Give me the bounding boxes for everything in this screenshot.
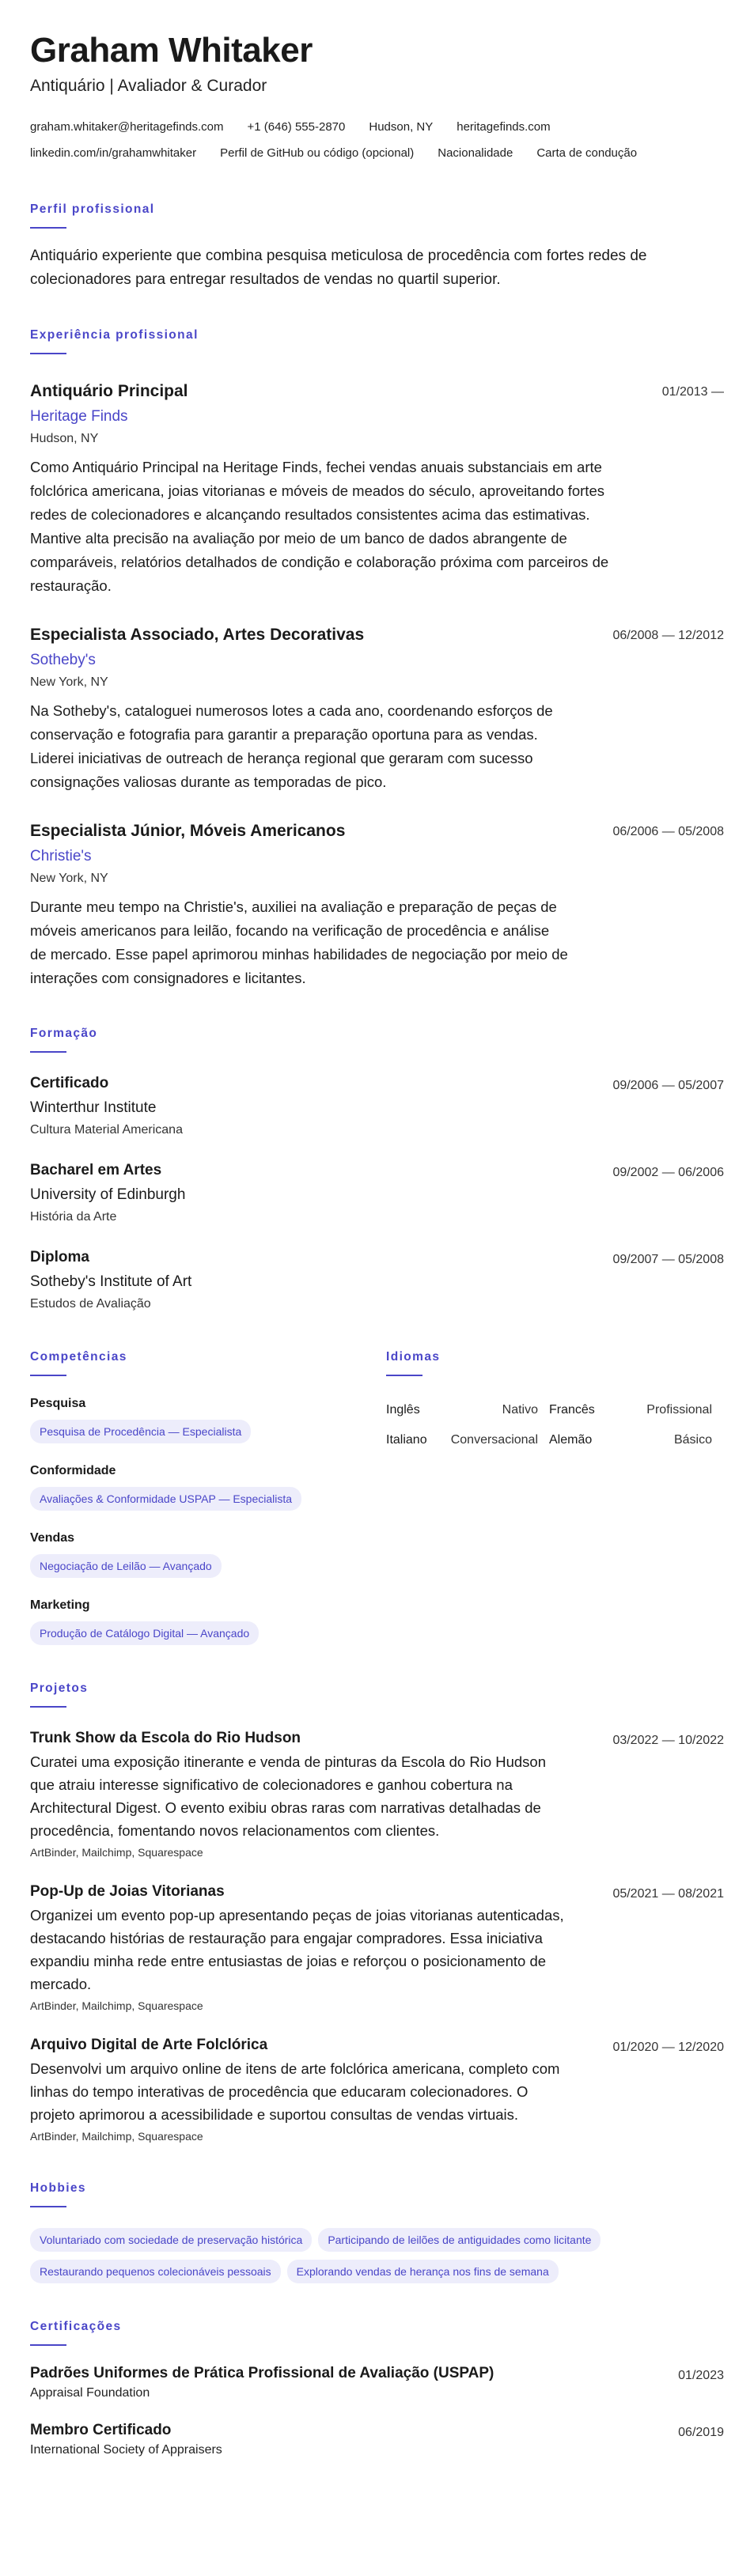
language-level: Conversacional [450, 1433, 538, 1447]
education-dates: 09/2007 — 05/2008 [612, 1253, 724, 1266]
project-name: Pop-Up de Joias Vitorianas [30, 1883, 225, 1900]
education-school: Winterthur Institute [30, 1099, 157, 1116]
section-title-projects: Projetos [30, 1681, 89, 1695]
experience-section [30, 328, 724, 990]
project-item [30, 1728, 724, 1861]
resume-header [30, 30, 724, 166]
skill-pill: Avaliações & Conformidade USPAP — Especialista [30, 1487, 301, 1511]
job-dates: 06/2006 — 05/2008 [612, 825, 724, 838]
hobbies-section [30, 2181, 724, 2283]
contact-license: Carta de condução [536, 146, 638, 160]
certification-item [30, 2363, 724, 2403]
skill-group [30, 1462, 386, 1511]
skills-section [30, 1314, 386, 1645]
language-level: Nativo [502, 1403, 538, 1417]
section-divider [30, 1375, 66, 1376]
language-name: Francês [549, 1403, 595, 1417]
certification-date: 06/2019 [678, 2426, 724, 2439]
skill-pill: Produção de Catálogo Digital — Avançado [30, 1621, 259, 1645]
certification-name: Padrões Uniformes de Prática Profissional de Avaliação (USPAP) [30, 2365, 494, 2381]
certification-name: Membro Certificado [30, 2422, 172, 2438]
section-divider [386, 1375, 422, 1376]
language-grid [386, 1395, 712, 1455]
section-divider [30, 2344, 66, 2346]
job-location: Hudson, NY [30, 432, 99, 445]
language-level: Básico [673, 1433, 712, 1447]
section-title-certifications: Certificações [30, 2320, 122, 2333]
skill-category: Pesquisa [30, 1397, 86, 1410]
project-dates: 05/2021 — 08/2021 [612, 1887, 724, 1901]
summary-text: Antiquário experiente que combina pesquisa meticulosa de procedência com fortes redes de colecionadores para entregar resultados de vendas no quartil superior. [30, 248, 647, 288]
skill-pill: Negociação de Leilão — Avançado [30, 1554, 222, 1578]
education-degree: Certificado [30, 1075, 109, 1091]
project-dates: 03/2022 — 10/2022 [612, 1734, 724, 1747]
language-item [386, 1395, 549, 1425]
contact-linkedin[interactable]: linkedin.com/in/grahamwhitaker [30, 146, 197, 160]
education-item [30, 1073, 724, 1140]
job-company: Sotheby's [30, 652, 96, 668]
section-title-skills: Competências [30, 1350, 127, 1364]
candidate-headline: Antiquário | Avaliador & Curador [30, 77, 267, 95]
language-item [386, 1425, 549, 1455]
section-divider [30, 1051, 66, 1053]
job-location: New York, NY [30, 872, 108, 885]
job-location: New York, NY [30, 675, 108, 689]
project-tech: ArtBinder, Mailchimp, Squarespace [30, 1999, 203, 2012]
skill-pill: Pesquisa de Procedência — Especialista [30, 1420, 251, 1443]
education-field: História da Arte [30, 1210, 117, 1224]
section-divider [30, 227, 66, 229]
job-company: Heritage Finds [30, 408, 128, 425]
education-item [30, 1160, 724, 1227]
section-title-experience: Experiência profissional [30, 328, 199, 342]
language-name: Inglês [386, 1403, 420, 1417]
projects-section [30, 1681, 724, 2145]
skill-category: Vendas [30, 1531, 75, 1545]
project-item [30, 1882, 724, 2014]
section-title-education: Formação [30, 1027, 98, 1040]
project-description: Organizei um evento pop-up apresentando peças de joias vitorianas autenticadas, destacando histórias de restauração para engajar compradores. Essa iniciativa expandiu minha rede entre entusiastas de joias e reforçou o posicionamento de mercado. [30, 1907, 564, 1992]
skill-category: Conformidade [30, 1464, 116, 1477]
contact-nationality: Nacionalidade [438, 146, 513, 160]
project-tech: ArtBinder, Mailchimp, Squarespace [30, 2130, 203, 2143]
skill-group [30, 1395, 386, 1443]
section-divider [30, 1706, 66, 1708]
education-dates: 09/2002 — 06/2006 [612, 1166, 724, 1179]
contact-github[interactable]: Perfil de GitHub ou código (opcional) [220, 146, 415, 160]
skill-group [30, 1530, 386, 1578]
section-title-languages: Idiomas [386, 1350, 441, 1364]
job-description: Durante meu tempo na Christie's, auxiliei na avaliação e preparação de peças de móveis americanos para leilão, focando na verificação de procedência e análise de mercado. Esse papel aprimorou minhas habilidades de negociação por meio de interações com consignadores e licitantes. [30, 898, 568, 986]
skills-languages-row [30, 1314, 724, 1645]
certification-issuer: International Society of Appraisers [30, 2443, 222, 2457]
job-title: Especialista Júnior, Móveis Americanos [30, 822, 346, 840]
project-item [30, 2035, 724, 2145]
contact-email[interactable]: graham.whitaker@heritagefinds.com [30, 120, 224, 134]
education-field: Cultura Material Americana [30, 1123, 183, 1137]
languages-section [386, 1314, 712, 1645]
hobby-pill: Participando de leilões de antiguidades como licitante [318, 2228, 601, 2252]
section-title-hobbies: Hobbies [30, 2181, 86, 2195]
contact-phone[interactable]: +1 (646) 555-2870 [247, 120, 346, 134]
candidate-name: Graham Whitaker [30, 31, 313, 70]
hobby-pill: Restaurando pequenos colecionáveis pessoais [30, 2260, 281, 2283]
education-item [30, 1247, 724, 1314]
hobby-pill: Voluntariado com sociedade de preservação histórica [30, 2228, 312, 2252]
certifications-section [30, 2320, 724, 2460]
language-name: Italiano [386, 1433, 427, 1447]
contact-website[interactable]: heritagefinds.com [457, 120, 551, 134]
section-divider [30, 353, 66, 354]
job-description: Como Antiquário Principal na Heritage Finds, fechei vendas anuais substanciais em arte folclórica americana, joias vitorianas e móveis de meados do século, aproveitando fortes redes de colecionadores e alcançando resultados consistentes acima das estimativas. Mantive alta precisão na avaliação por meio de um banco de dados abrangente de comparáveis, relatórios detalhados de condição e colaboração próxima com parceiros de restauração. [30, 459, 609, 594]
project-tech: ArtBinder, Mailchimp, Squarespace [30, 1846, 203, 1859]
job-title: Antiquário Principal [30, 382, 188, 400]
certification-issuer: Appraisal Foundation [30, 2386, 150, 2400]
section-title-summary: Perfil profissional [30, 202, 155, 216]
section-divider [30, 2206, 66, 2207]
project-description: Desenvolvi um arquivo online de itens de arte folclórica americana, completo com linhas do tempo interativas de procedência que educaram colecionadores. O projeto aprimorou a acessibilidade e suportou consultas de vendas virtuais. [30, 2060, 560, 2123]
job-dates: 01/2013 — [661, 385, 724, 399]
experience-item [30, 819, 724, 990]
language-level: Profissional [646, 1403, 712, 1417]
language-item [549, 1395, 712, 1425]
education-dates: 09/2006 — 05/2007 [612, 1079, 724, 1092]
education-section [30, 1027, 724, 1314]
contact-location: Hudson, NY [369, 120, 434, 134]
summary-section [30, 202, 724, 292]
project-description: Curatei uma exposição itinerante e venda de pinturas da Escola do Rio Hudson que atraiu interesse significativo de colecionadores e ganhou cobertura na Architectural Digest. O evento exibiu obras raras com narrativas detalhadas de procedência, fomentando novos relacionamentos com clientes. [30, 1753, 547, 1839]
experience-item [30, 380, 724, 598]
project-dates: 01/2020 — 12/2020 [612, 2041, 724, 2054]
hobby-pill: Explorando vendas de herança nos fins de semana [287, 2260, 559, 2283]
education-degree: Diploma [30, 1249, 89, 1265]
language-name: Alemão [549, 1433, 593, 1447]
hobby-list [30, 2220, 724, 2283]
education-school: University of Edinburgh [30, 1186, 186, 1203]
experience-item [30, 623, 724, 794]
education-school: Sotheby's Institute of Art [30, 1273, 192, 1290]
education-degree: Bacharel em Artes [30, 1162, 162, 1178]
certification-item [30, 2420, 724, 2460]
project-name: Trunk Show da Escola do Rio Hudson [30, 1730, 301, 1746]
skill-category: Marketing [30, 1598, 90, 1612]
language-item [549, 1425, 712, 1455]
skill-group [30, 1597, 386, 1645]
education-field: Estudos de Avaliação [30, 1297, 151, 1311]
contact-list [30, 114, 724, 166]
certification-date: 01/2023 [678, 2369, 724, 2382]
job-dates: 06/2008 — 12/2012 [612, 629, 724, 642]
job-title: Especialista Associado, Artes Decorativas [30, 626, 365, 644]
project-name: Arquivo Digital de Arte Folclórica [30, 2037, 268, 2053]
job-company: Christie's [30, 848, 92, 864]
job-description: Na Sotheby's, cataloguei numerosos lotes a cada ano, coordenando esforços de conservação e fotografia para garantir a preparação oportuna para as vendas. Liderei iniciativas de outreach de herança regional que geraram com sucesso consignações valiosas durante as temporadas de pico. [30, 702, 553, 790]
